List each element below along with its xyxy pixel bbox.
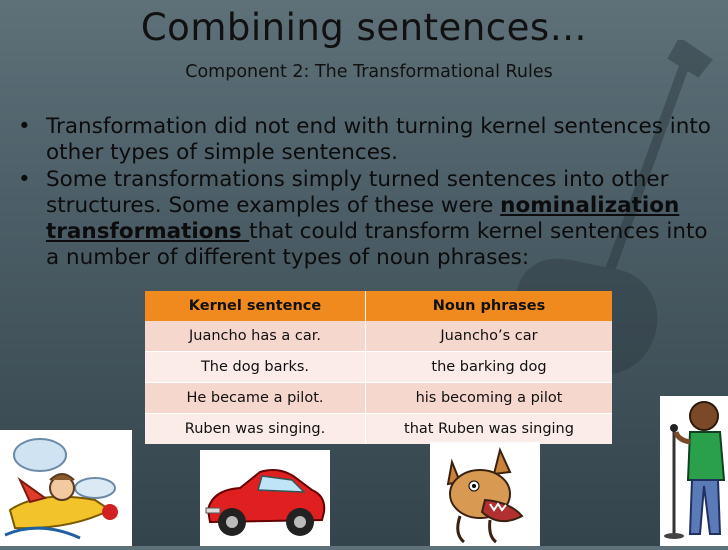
table-cell: his becoming a pilot bbox=[366, 383, 613, 414]
pilot-plane-clipart bbox=[0, 430, 132, 546]
table-header-row bbox=[145, 291, 612, 321]
bullet-dot: • bbox=[18, 114, 31, 139]
table-cell: He became a pilot. bbox=[145, 383, 366, 414]
barking-dog-clipart bbox=[430, 442, 540, 546]
bullet-item bbox=[18, 167, 718, 271]
table-row bbox=[145, 352, 612, 383]
barking-dog-icon bbox=[430, 442, 540, 546]
column-header: Noun phrases bbox=[366, 291, 613, 321]
table-cell: Ruben was singing. bbox=[145, 414, 366, 445]
emphasis-term: nominalization transformations bbox=[46, 193, 680, 244]
table-cell: that Ruben was singing bbox=[366, 414, 613, 445]
slide-subtitle: Component 2: The Transformational Rules bbox=[185, 62, 553, 82]
bullet-text: that could transform kernel sentences into a number of different types of noun phrases: bbox=[46, 219, 708, 270]
table-cell: Juancho has a car. bbox=[145, 321, 366, 352]
singer-clipart bbox=[660, 396, 728, 546]
table-row bbox=[145, 321, 612, 352]
table-row bbox=[145, 383, 612, 414]
red-car-icon bbox=[200, 450, 330, 546]
transformation-table bbox=[145, 291, 612, 444]
bullet-list bbox=[18, 114, 718, 272]
pilot-plane-icon bbox=[0, 430, 132, 546]
table-cell: the barking dog bbox=[366, 352, 613, 383]
column-header: Kernel sentence bbox=[145, 291, 366, 321]
bullet-text: Some transformations simply turned sentences into other structures. Some examples of these were bbox=[46, 167, 669, 218]
slide-title: Combining sentences… bbox=[140, 6, 588, 49]
singer-icon bbox=[660, 396, 728, 546]
bullet-item bbox=[18, 114, 718, 166]
table-cell: The dog barks. bbox=[145, 352, 366, 383]
red-car-clipart bbox=[200, 450, 330, 546]
bullet-text: Transformation did not end with turning kernel sentences into other types of simple sentences. bbox=[46, 114, 711, 165]
table-row bbox=[145, 414, 612, 445]
bullet-dot: • bbox=[18, 167, 31, 192]
table-cell: Juancho’s car bbox=[366, 321, 613, 352]
